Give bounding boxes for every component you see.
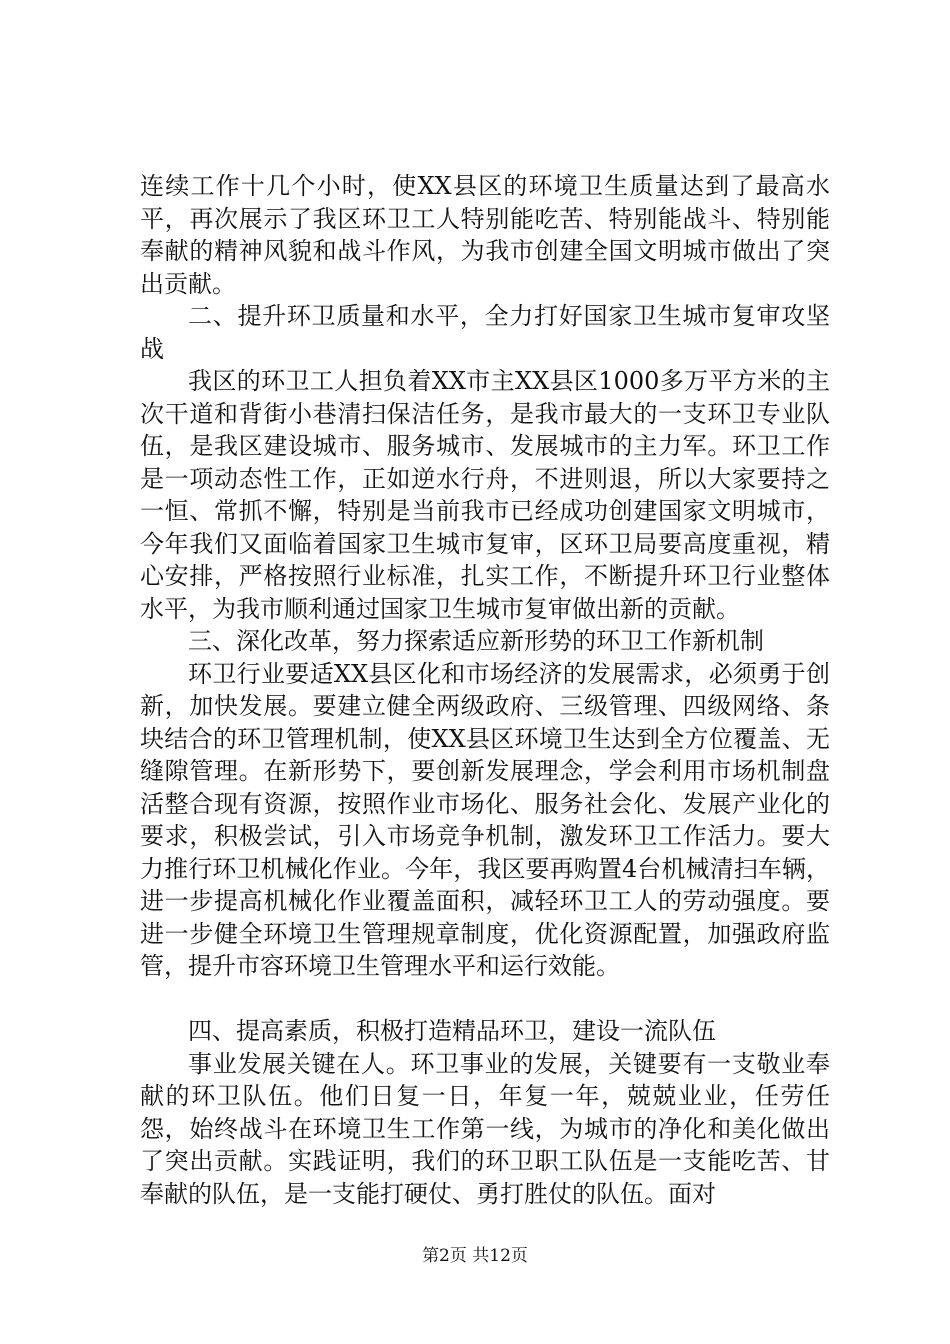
section-heading-3: 三、深化改革，努力探索适应新形势的环卫工作新机制 (188, 627, 764, 655)
paragraph-section-2: 我区的环卫工人担负着XX市主XX县区1000多万平方米的主次干道和背街小巷清扫保洁任务，是我市最大的一支环卫专业队伍，是我区建设城市、服务城市、发展城市的主力军。环卫工作是一项动态性工作，正如逆水行舟，不进则退，所以大家要持之一恒、常抓不懈，特别是当前我市已经成功创建国家文明城市，今年我们又面临着国家卫生城市复审，区环卫局要高度重视，精心安排，严格按照行业标准，扎实工作，不断提升环卫行业整体水平，为我市顺利通过国家卫生城市复审做出新的贡献。 (140, 367, 830, 623)
paragraph-continuation: 连续工作十几个小时，使XX县区的环境卫生质量达到了最高水平，再次展示了我区环卫工人特别能吃苦、特别能战斗、特别能奉献的精神风貌和战斗作风，为我市创建全国文明城市做出了突出贡献。 (140, 172, 830, 298)
section-heading-2: 二、提升环卫质量和水平，全力打好国家卫生城市复审攻坚战 (140, 302, 830, 363)
page-footer: 第2页 共12页 (422, 1246, 528, 1266)
paragraph-section-4: 事业发展关键在人。环卫事业的发展，关键要有一支敬业奉献的环卫队伍。他们日复一日，年复一年，兢兢业业，任劳任怨，始终战斗在环境卫生工作第一线，为城市的净化和美化做出了突出贡献。实践证明，我们的环卫职工队伍是一支能吃苦、甘奉献的队伍，是一支能打硬仗、勇打胜仗的队伍。面对 (140, 1049, 830, 1208)
paragraph-spacer (140, 983, 830, 1016)
document-body (140, 170, 830, 1210)
paragraph-section-3: 环卫行业要适XX县区化和市场经济的发展需求，必须勇于创新，加快发展。要建立健全两级政府、三级管理、四级网络、条块结合的环卫管理机制，使XX县区环境卫生达到全方位覆盖、无缝隙管理。在新形势下，要创新发展理念，学会利用市场机制盘活整合现有资源，按照作业市场化、服务社会化、发展产业化的要求，积极尝试，引入市场竞争机制，激发环卫工作活力。要大力推行环卫机械化作业。今年，我区要再购置4台机械清扫车辆，进一步提高机械化作业覆盖面积，减轻环卫工人的劳动强度。要进一步健全环境卫生管理规章制度，优化资源配置，加强政府监管，提升市容环境卫生管理水平和运行效能。 (140, 659, 830, 980)
section-heading-4: 四、提高素质，积极打造精品环卫，建设一流队伍 (188, 1017, 716, 1045)
